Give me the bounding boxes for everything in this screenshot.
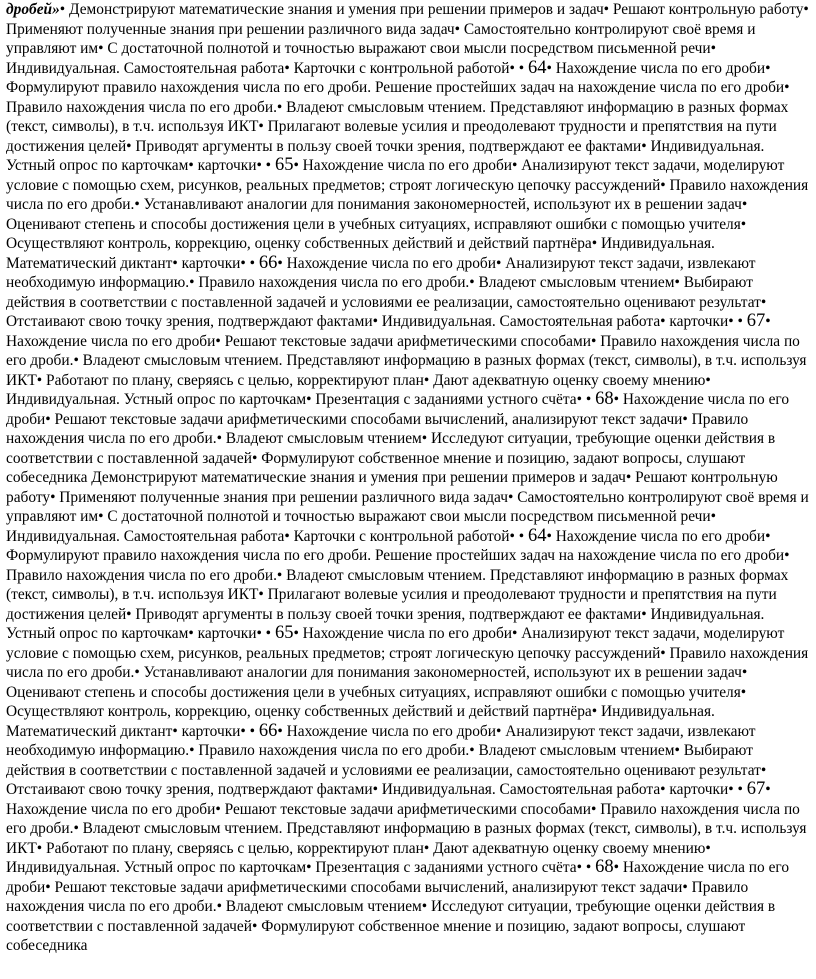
text-segment: • Нахождение числа по его дроби• Решают текстовые задачи арифметическими способами• Правило нахождения числа по его дроби.• Владеют смысловым чтением. Представляют информацию в разных формах (текст, символы), в т.ч. используя ИКТ• Работают по плану, сверяясь с целью, корректируют план• Дают адекватную оценку своему мнению• Индивидуальная. Устный опрос по карточкам• Презентация с заданиями устного счёта• •: [6, 313, 807, 408]
text-segment: • Нахождение числа по его дроби• Решают текстовые задачи арифметическими способами вычислений, анализируют текст задачи• Правило нахождения числа по его дроби.• Владеют смысловым чтением• Исследуют ситуации, требующие оценки действия в соответствии с поставленной задачей• Формулируют собственное мнение и позицию, задают вопросы, слушают собеседника: [6, 859, 790, 954]
text-segment: • Нахождение числа по его дроби• Решают текстовые задачи арифметическими способами• Правило нахождения числа по его дроби.• Владеют смысловым чтением. Представляют информацию в разных формах (текст, символы), в т.ч. используя ИКТ• Работают по плану, сверяясь с целью, корректируют план• Дают адекватную оценку своему мнению• Индивидуальная. Устный опрос по карточкам• Презентация с заданиями устного счёта• •: [6, 781, 807, 876]
lesson-number: 68: [595, 857, 614, 877]
text-segment: • Нахождение числа по его дроби• Решают текстовые задачи арифметическими способами вычислений, анализируют текст задачи• Правило нахождения числа по его дроби.• Владеют смысловым чтением• Исследуют ситуации, требующие оценки действия в соответствии с поставленной задачей• Формулируют собственное мнение и позицию, задают вопросы, слушают собеседника Демонстрируют математические знания и умения при решении примеров и задач• Решают контрольную работу• Применяют полученные знания при решении различного вида задач• Самостоятельно контролируют своё время и управляют им• С достаточной полнотой и точностью выражают свои мысли посредством письменной речи• Индивидуальная. Самостоятельная работа• Карточки с контрольной работой• •: [6, 391, 809, 545]
document-body: [6, 0, 812, 956]
lesson-number: 64: [528, 525, 547, 546]
text-segment: • Демонстрируют математические знания и умения при решении примеров и задач• Решают контрольную работу• Применяют полученные знания при решении различного вида задач• Самостоятельно контролируют своё время и управляют им• С достаточной полнотой и точностью выражают свои мысли посредством письменной речи• Индивидуальная. Самостоятельная работа• Карточки с контрольной работой• •: [6, 1, 809, 77]
document-lead: дробей»: [6, 1, 60, 18]
lesson-number: 67: [746, 311, 766, 331]
text-segment: • Нахождение числа по его дроби• Анализируют текст задачи, извлекают необходимую информацию.• Правило нахождения числа по его дроби.• Владеют смысловым чтением• Выбирают действия в соответствии с поставленной задачей и условиями ее реализации, самостоятельно оценивают результат• Отстаивают свою точку зрения, подтверждают фактами• Индивидуальная. Самостоятельная работа• карточки• •: [6, 254, 767, 330]
text-segment: • Нахождение числа по его дроби• Формулируют правило нахождения числа по его дроби. Решение простейших задач на нахождение числа по его дроби• Правило нахождения числа по его дроби.• Владеют смысловым чтением. Представляют информацию в разных формах (текст, символы), в т.ч. используя ИКТ• Прилагают волевые усилия и преодолевают трудности и препятствия на пути достижения целей• Приводят аргументы в пользу своей точки зрения, подтверждают ее фактами• Индивидуальная. Устный опрос по карточкам• карточки• •: [6, 527, 790, 642]
text-segment: • Нахождение числа по его дроби• Анализируют текст задачи, моделируют условие с помощью схем, рисунков, реальных предметов; строят логическую цепочку рассуждений• Правило нахождения числа по его дроби.• Устанавливают аналогии для понимания закономерностей, используют их в решении задач• Оценивают степень и способы достижения цели в учебных ситуациях, исправляют ошибки с помощью учителя• Осуществляют контроль, коррекцию, оценку собственных действий и действий партнёра• Индивидуальная. Математический диктант• карточки• •: [6, 157, 809, 272]
lesson-number: 67: [746, 779, 766, 799]
lesson-number: 68: [595, 389, 614, 409]
lesson-number: 66: [258, 252, 278, 273]
lesson-number: 66: [258, 720, 278, 741]
text-segment: • Нахождение числа по его дроби• Формулируют правило нахождения числа по его дроби. Решение простейших задач на нахождение числа по его дроби• Правило нахождения числа по его дроби.• Владеют смысловым чтением. Представляют информацию в разных формах (текст, символы), в т.ч. используя ИКТ• Прилагают волевые усилия и преодолевают трудности и препятствия на пути достижения целей• Приводят аргументы в пользу своей точки зрения, подтверждают ее фактами• Индивидуальная. Устный опрос по карточкам• карточки• •: [6, 59, 790, 174]
lesson-number: 65: [274, 623, 294, 643]
lesson-number: 65: [274, 155, 294, 175]
text-segment: • Нахождение числа по его дроби• Анализируют текст задачи, извлекают необходимую информацию.• Правило нахождения числа по его дроби.• Владеют смысловым чтением• Выбирают действия в соответствии с поставленной задачей и условиями ее реализации, самостоятельно оценивают результат• Отстаивают свою точку зрения, подтверждают фактами• Индивидуальная. Самостоятельная работа• карточки• •: [6, 722, 767, 798]
lesson-number: 64: [528, 57, 547, 78]
text-segment: • Нахождение числа по его дроби• Анализируют текст задачи, моделируют условие с помощью схем, рисунков, реальных предметов; строят логическую цепочку рассуждений• Правило нахождения числа по его дроби.• Устанавливают аналогии для понимания закономерностей, используют их в решении задач• Оценивают степень и способы достижения цели в учебных ситуациях, исправляют ошибки с помощью учителя• Осуществляют контроль, коррекцию, оценку собственных действий и действий партнёра• Индивидуальная. Математический диктант• карточки• •: [6, 625, 809, 740]
